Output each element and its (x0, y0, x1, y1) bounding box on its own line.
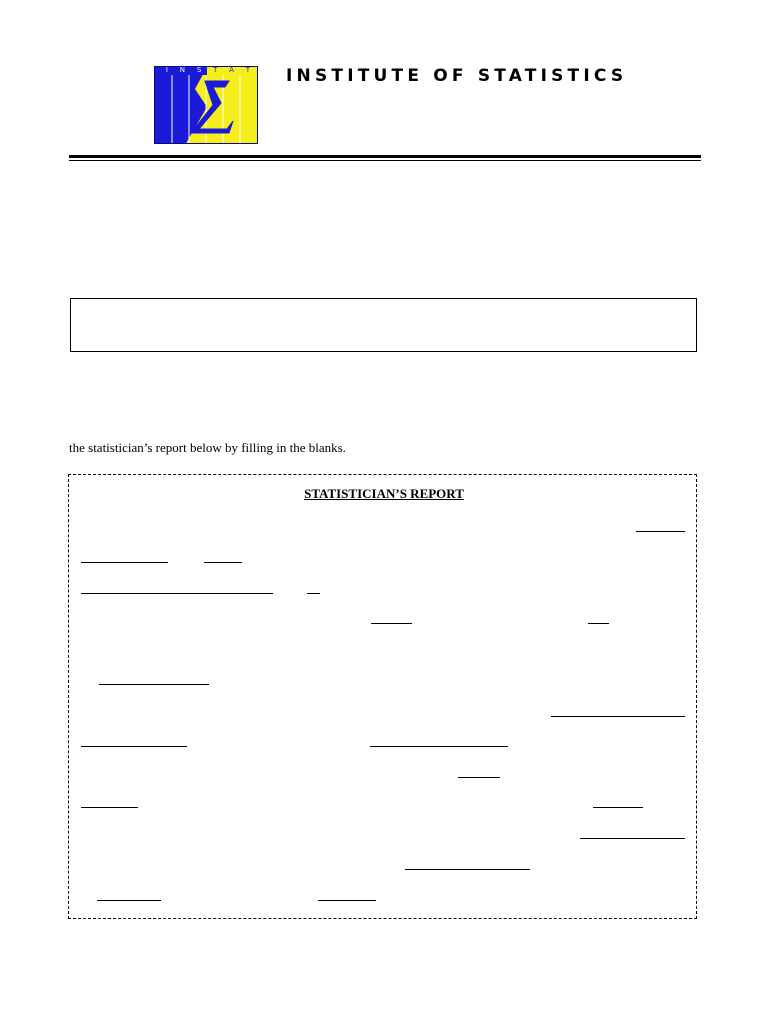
fill-blank[interactable] (458, 777, 500, 778)
fill-blank[interactable] (81, 562, 168, 563)
fill-blank[interactable] (371, 623, 412, 624)
logo-letter: T (245, 66, 251, 74)
fill-blank[interactable] (588, 623, 609, 624)
logo-letter: I (165, 66, 168, 74)
fill-blank[interactable] (370, 746, 508, 747)
logo-letters (160, 66, 256, 74)
fill-blank[interactable] (81, 807, 138, 808)
logo-letter: T (213, 66, 218, 74)
fill-blank[interactable] (636, 531, 685, 532)
fill-blank[interactable] (580, 838, 685, 839)
logo-letter: S (196, 66, 202, 74)
instruction-text: the statistician’s report below by filling in the blanks. (69, 440, 346, 455)
blank-text-box (70, 298, 697, 352)
report-box (68, 474, 697, 919)
header-divider-thin (69, 160, 701, 161)
fill-blank[interactable] (81, 593, 273, 594)
fill-blank[interactable] (551, 716, 685, 717)
header-divider (69, 155, 701, 158)
fill-blank[interactable] (307, 593, 320, 594)
fill-blank[interactable] (81, 746, 187, 747)
fill-blank[interactable] (97, 900, 161, 901)
fill-blank[interactable] (318, 900, 376, 901)
fill-blank[interactable] (99, 684, 209, 685)
report-title: STATISTICIAN’S REPORT (304, 486, 464, 501)
fill-blank[interactable] (593, 807, 643, 808)
logo-letter: N (179, 66, 186, 74)
fill-blank[interactable] (204, 562, 242, 563)
organization-title: INSTITUTE OF STATISTICS (286, 66, 628, 86)
fill-blank[interactable] (405, 869, 530, 870)
logo-letter: A (229, 66, 234, 74)
institute-logo (154, 66, 258, 144)
